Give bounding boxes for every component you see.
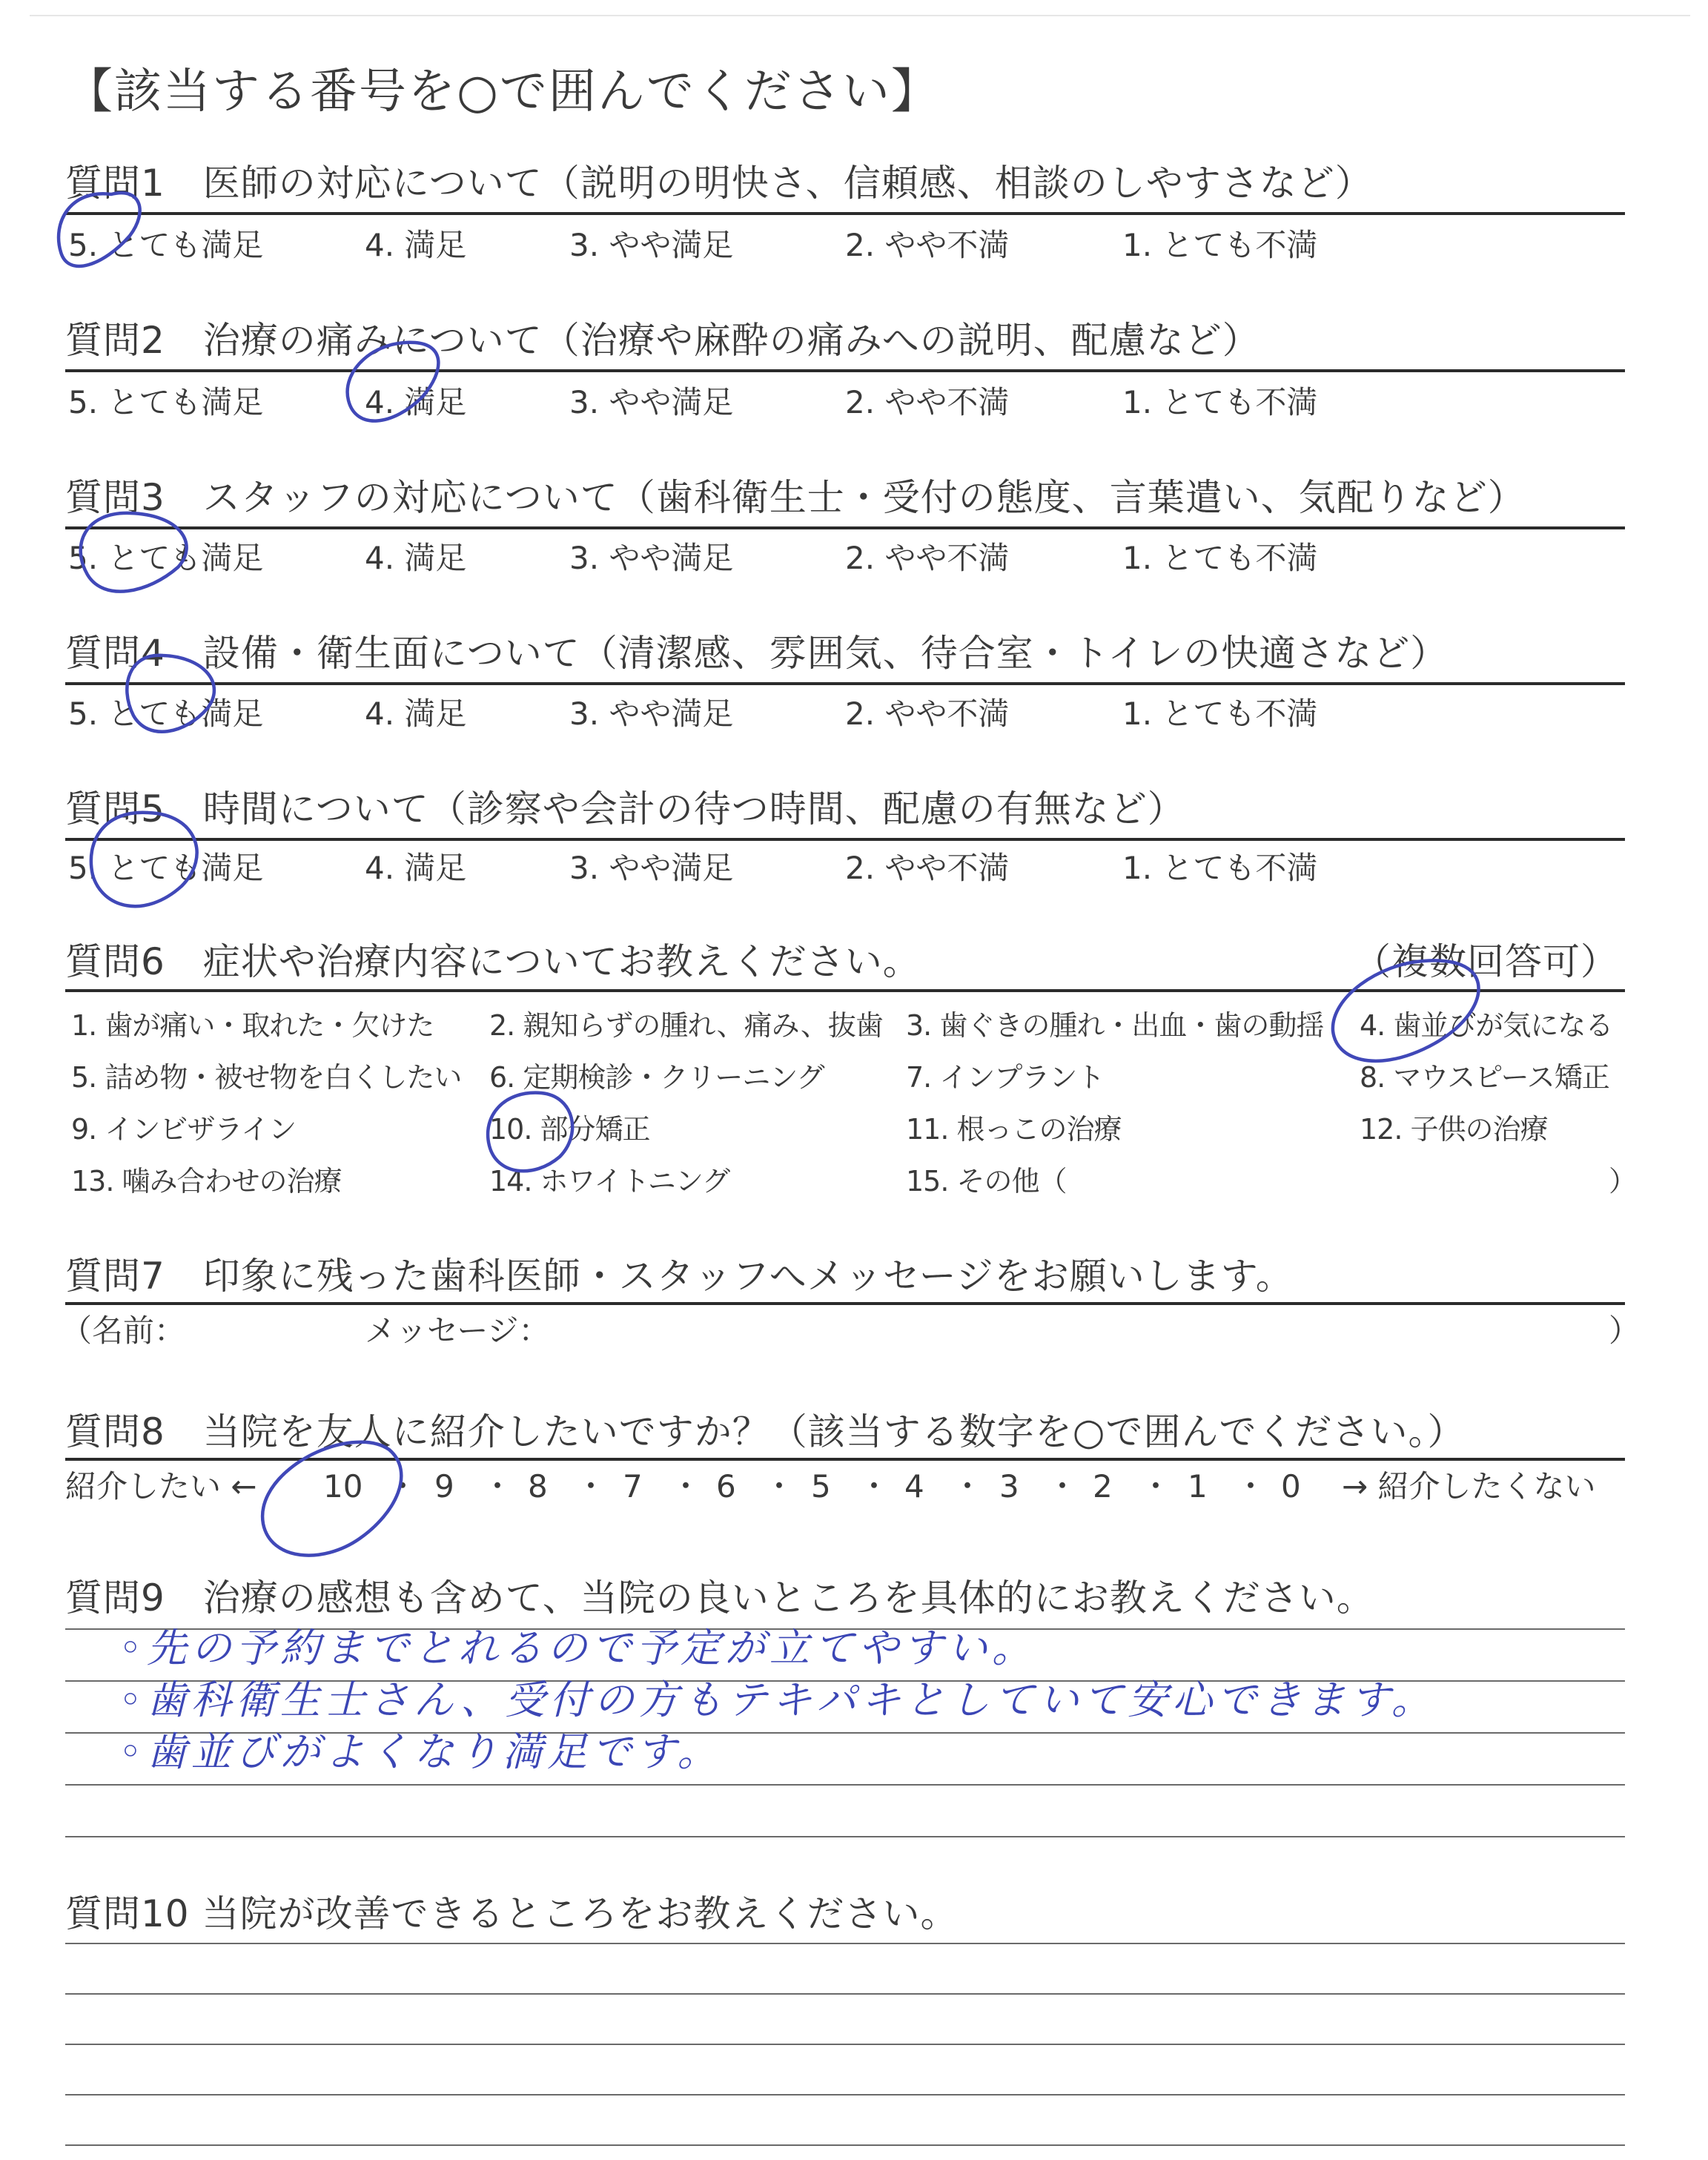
q8-score-8[interactable]: 8 [528,1468,548,1505]
q3-option-4[interactable]: 4. 満足 [365,540,467,576]
q8-dot: ・ [482,1468,514,1505]
q8-score-0[interactable]: 0 [1281,1468,1301,1505]
q8-dot: ・ [858,1468,890,1505]
q6-option-8[interactable]: 8. マウスピース矯正 [1360,1061,1609,1094]
q4-option-4[interactable]: 4. 満足 [365,696,467,732]
q8-right-label: → 紹介したくない [1342,1468,1596,1505]
q6-option-9[interactable]: 9. インビザライン [71,1113,297,1146]
q7-rule [65,1302,1625,1305]
q8-dot: ・ [1140,1468,1172,1505]
q8-score-6[interactable]: 6 [716,1468,736,1505]
q6-option-4[interactable]: 4. 歯並びが気になる [1360,1009,1613,1042]
q8-score-2[interactable]: 2 [1093,1468,1113,1505]
q8-score-9[interactable]: 9 [434,1468,454,1505]
q4-option-3[interactable]: 3. やや満足 [569,696,734,732]
q6-option-2[interactable]: 2. 親知らずの腫れ、痛み、抜歯 [489,1009,883,1042]
q5-rule [65,838,1625,841]
q8-score-3[interactable]: 3 [999,1468,1019,1505]
q6-option-13[interactable]: 13. 噛み合わせの治療 [71,1165,342,1198]
page-heading: 【該当する番号を○で囲んでください】 [65,65,940,119]
q3-option-5[interactable]: 5. とても満足 [68,540,264,576]
q1-option-1[interactable]: 1. とても不満 [1122,227,1318,263]
q8-dot: ・ [764,1468,795,1505]
q6-option-11[interactable]: 11. 根っこの治療 [906,1113,1122,1146]
q8-dot: ・ [575,1468,607,1505]
q3-rule [65,526,1625,529]
q8-title: 質問8 当院を友人に紹介したいですか？（該当する数字を○で囲んでください。） [65,1410,1466,1453]
q8-score-4[interactable]: 4 [904,1468,924,1505]
q4-rule [65,682,1625,685]
q5-title: 質問5 時間について（診察や会計の待つ時間、配慮の有無など） [65,787,1185,830]
q5-option-2[interactable]: 2. やや不満 [845,850,1010,886]
q6-option-6[interactable]: 6. 定期検診・クリーニング [489,1061,824,1094]
q5-option-3[interactable]: 3. やや満足 [569,850,734,886]
q3-option-1[interactable]: 1. とても不満 [1122,540,1318,576]
q6-title: 質問6 症状や治療内容についてお教えください。 [65,940,921,983]
q6-option-15-other[interactable]: 15. その他（ [906,1165,1067,1198]
q8-dot: ・ [952,1468,984,1505]
q9-writing-line [65,1836,1625,1837]
q6-option-10[interactable]: 10. 部分矯正 [489,1113,650,1146]
q10-writing-line [65,2144,1625,2146]
q9-title: 質問9 治療の感想も含めて、当院の良いところを具体的にお教えください。 [65,1576,1374,1619]
q8-score-10[interactable]: 10 [323,1468,363,1505]
q2-option-3[interactable]: 3. やや満足 [569,384,734,420]
q4-option-1[interactable]: 1. とても不満 [1122,696,1318,732]
q4-option-2[interactable]: 2. やや不満 [845,696,1010,732]
q2-option-1[interactable]: 1. とても不満 [1122,384,1318,420]
q4-option-5[interactable]: 5. とても満足 [68,696,264,732]
q9-handwritten-answer-3: ◦歯並びがよくなり満足です。 [119,1728,722,1775]
q7-close-paren: ） [1609,1312,1641,1349]
q6-option-12[interactable]: 12. 子供の治療 [1360,1113,1548,1146]
q6-rule [65,989,1625,992]
q2-option-5[interactable]: 5. とても満足 [68,384,264,420]
q1-option-5[interactable]: 5. とても満足 [68,227,264,263]
q1-title: 質問1 医師の対応について（説明の明快さ、信頼感、相談のしやすさなど） [65,162,1373,205]
top-border [30,15,1690,16]
q6-other-close-paren: ） [1609,1165,1637,1198]
q1-option-2[interactable]: 2. やや不満 [845,227,1010,263]
q8-score-5[interactable]: 5 [811,1468,831,1505]
q2-title: 質問2 治療の痛みについて（治療や麻酔の痛みへの説明、配慮など） [65,319,1260,362]
q3-title: 質問3 スタッフの対応について（歯科衛生士・受付の態度、言葉遣い、気配りなど） [65,476,1526,519]
q9-handwritten-answer-1: ◦先の予約までとれるので予定が立てやすい。 [119,1625,1036,1671]
q2-rule [65,369,1625,372]
q8-score-1[interactable]: 1 [1188,1468,1208,1505]
q4-title: 質問4 設備・衛生面について（清潔感、雰囲気、待合室・トイレの快適さなど） [65,632,1449,675]
q1-rule [65,212,1625,215]
q2-option-2[interactable]: 2. やや不満 [845,384,1010,420]
q7-name-label: （名前： [61,1312,186,1349]
q3-option-3[interactable]: 3. やや満足 [569,540,734,576]
q10-writing-line [65,2044,1625,2045]
q5-option-1[interactable]: 1. とても不満 [1122,850,1318,886]
q6-multiple-answer-note: （複数回答可） [1354,940,1618,983]
q8-dot: ・ [1235,1468,1267,1505]
q6-option-3[interactable]: 3. 歯ぐきの腫れ・出血・歯の動揺 [906,1009,1324,1042]
q5-option-5[interactable]: 5. とても満足 [68,850,264,886]
q8-dot: ・ [387,1468,419,1505]
q10-title: 質問10 当院が改善できるところをお教えください。 [65,1892,959,1935]
q9-handwritten-answer-2: ◦歯科衛生士さん、受付の方もテキパキとしていて安心できます。 [119,1677,1436,1723]
q6-option-1[interactable]: 1. 歯が痛い・取れた・欠けた [71,1009,434,1042]
q8-dot: ・ [1047,1468,1079,1505]
q8-left-label: 紹介したい ← [65,1468,257,1505]
q2-option-4[interactable]: 4. 満足 [365,384,467,420]
q6-option-7[interactable]: 7. インプラント [906,1061,1105,1094]
q1-option-4[interactable]: 4. 満足 [365,227,467,263]
q10-writing-line [65,1993,1625,1995]
q8-score-7[interactable]: 7 [623,1468,643,1505]
q8-dot: ・ [670,1468,702,1505]
q7-title: 質問7 印象に残った歯科医師・スタッフへメッセージをお願いします。 [65,1255,1294,1298]
q6-option-5[interactable]: 5. 詰め物・被せ物を白くしたい [71,1061,462,1094]
q6-option-14[interactable]: 14. ホワイトニング [489,1165,730,1198]
q1-option-3[interactable]: 3. やや満足 [569,227,734,263]
q9-writing-line [65,1784,1625,1786]
q8-rule [65,1458,1625,1461]
q5-option-4[interactable]: 4. 満足 [365,850,467,886]
q3-option-2[interactable]: 2. やや不満 [845,540,1010,576]
q10-writing-line [65,2094,1625,2095]
q10-writing-line [65,1943,1625,1944]
q7-message-label: メッセージ： [365,1312,550,1349]
